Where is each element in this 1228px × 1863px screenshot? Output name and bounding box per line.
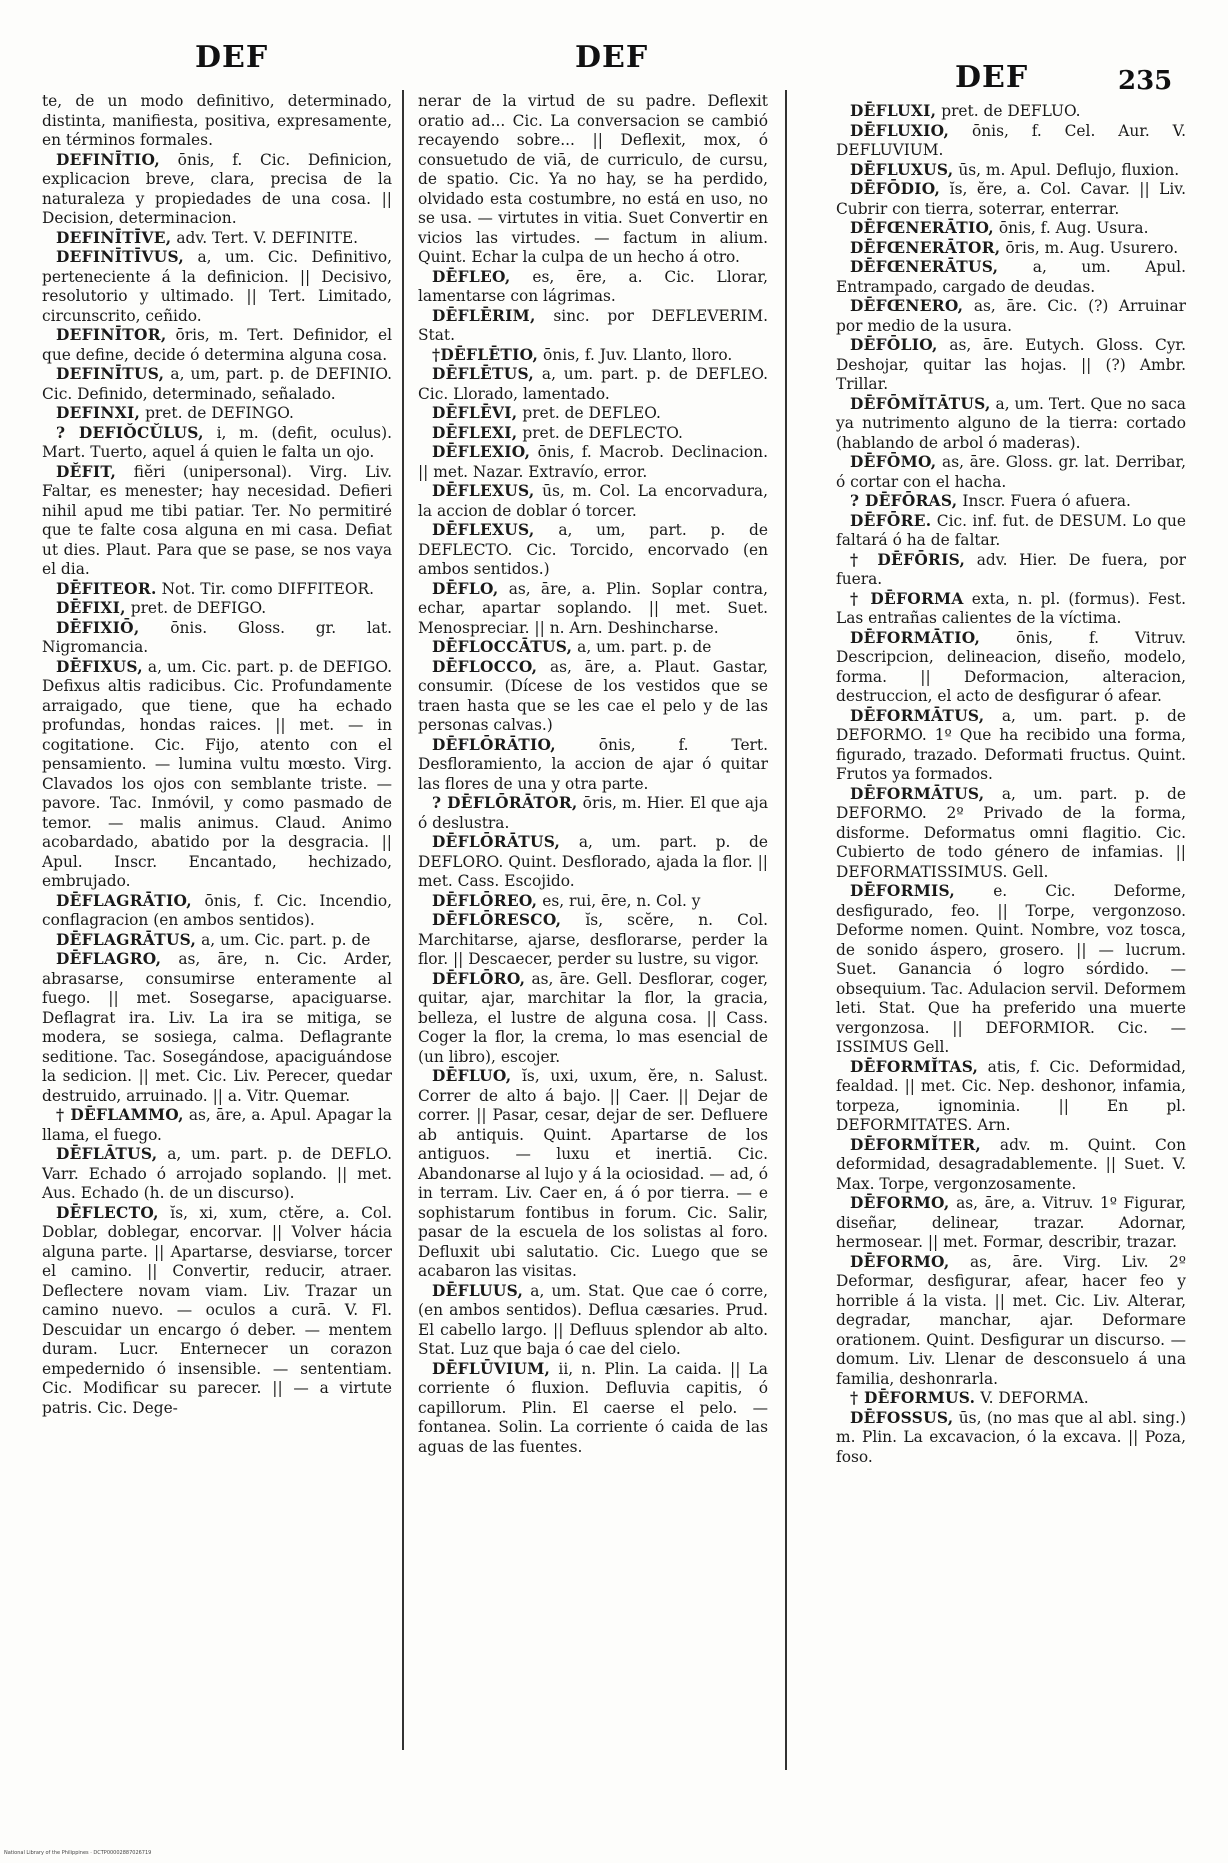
entry-definition: ĭs, xi, xum, ctĕre, a. Col. Doblar, doblegar, encorvar. || Volver hácia alguna parte. || Apartarse, desviarse, torcer el camino. || Convertir, reducir, atraer. Deflectere novam viam. Liv. Trazar un camino nuevo. — oculos a curā. V. Fl. Descuidar un encargo ó deber. — mentem duram. Lucr. Enternecer un corazon empedernido ó insensible. — sententiam. Cic. Modificar su parecer. || — a virtute patris. Cic. Dege- [42, 1203, 392, 1417]
dictionary-entry [836, 1253, 1186, 1390]
running-header-left: DEF [195, 40, 269, 75]
entry-definition: es, rui, ēre, n. Col. y [542, 891, 701, 910]
entry-headword: DEFINXI, [56, 404, 141, 422]
dictionary-entry [418, 346, 768, 366]
entry-definition: adv. Hier. De fuera, por fuera. [836, 550, 1186, 588]
entry-headword: DĒFLEO, [432, 267, 511, 286]
entry-headword: DĒFŌRE. [850, 511, 932, 530]
entry-definition: ōnis, f. Cel. Aur. V. DEFLUVIUM. [836, 121, 1186, 159]
entry-definition: ōnis, f. Juv. Llanto, lloro. [543, 345, 733, 364]
dictionary-entry [836, 395, 1186, 454]
dictionary-entry [836, 707, 1186, 785]
dictionary-entry [836, 1136, 1186, 1195]
dictionary-entry [418, 1067, 768, 1282]
dictionary-entry [836, 590, 1186, 629]
entry-definition: a, um. Cic. part. p. de [201, 930, 371, 949]
entry-definition: a, um, part. p. de DEFLECTO. Cic. Torcido, encorvado (en ambos sentidos.) [418, 521, 768, 578]
column-2 [418, 92, 768, 1457]
column-3 [836, 102, 1186, 1467]
entry-definition: pret. de DEFIGO. [130, 599, 267, 617]
entry-definition: as, āre. Eutych. Gloss. Cyr. Deshojar, quitar las hojas. || (?) Ambr. Trillar. [836, 336, 1186, 393]
entry-definition: fiĕri (unipersonal). Virg. Liv. Faltar, es menester; hay necesidad. Defieri nihil apud me tibi patiar. Ter. No permitiré que te falte cosa alguna en mi casa. Defiat ut dies. Plaut. Para que se pase, se nos vaya el dia. [42, 462, 392, 578]
entry-definition: a, um. part. p. de DEFLEO. Cic. Llorado, lamentado. [418, 365, 768, 403]
dictionary-entry [836, 336, 1186, 395]
column-divider [402, 90, 404, 1750]
entry-headword: DĒFLĒVI, [432, 404, 518, 422]
entry-headword: DĒFORMĀTUS, [850, 784, 985, 803]
entry-definition: ōris, m. Aug. Usurero. [1005, 238, 1179, 257]
entry-definition: ĭs, uxi, uxum, ĕre, n. Salust. Correr de alto á bajo. || Caer. || Dejar de correr. || Pasar, cesar, dejar de ser. Defluere ab antiquis. Quint. Apartarse de los antiguos. — luxu et inertiā. Cic. Abandonarse al lujo y á la ociosidad. — ad, ó in terram. Liv. Caer en, á ó por tierra. — e sophistarum fontibus in forum. Cic. Salir, pasar de la escuela de los solistas al foro. Defluxit ubi salutatio. Cic. Luego que se acabaron las visitas. [418, 1067, 768, 1280]
dictionary-entry [418, 521, 768, 580]
dictionary-entry [42, 229, 392, 249]
entry-headword: DEFINĪTUS, [56, 365, 165, 383]
entry-definition: pret. de DEFLUO. [941, 102, 1081, 120]
entry-definition: ōris, m. Hier. El que aja ó deslustra. [418, 794, 768, 832]
dictionary-entry [418, 911, 768, 970]
entry-definition: a, um. part. p. de DEFLORO. Quint. Desflorado, ajada la flor. || met. Cass. Escojido. [418, 833, 768, 890]
entry-headword: DĒFLEXIO, [432, 443, 531, 461]
entry-headword: DĒFŌLIO, [850, 336, 938, 354]
dictionary-entry [42, 1204, 392, 1419]
dictionary-entry [836, 258, 1186, 297]
entry-definition: ōnis, f. Vitruv. Descripcion, delineacion, diseño, modelo, forma. || Deformacion, alteracion, destruccion, el acto de desfigurar ó afear. [836, 628, 1186, 705]
entry-definition: as, āre, n. Cic. Arder, abrasarse, consumirse enteramente al fuego. || met. Sosegarse, apaciguarse. Deflagrat ira. Liv. La ira se mitiga, se modera, se sosiega, calma. Deflagrante seditione. Tac. Sosegándose, apaciguándose la sedicion. || met. Cic. Liv. Perecer, quedar destruido, arruinado. || a. Vitr. Quemar. [42, 950, 392, 1105]
entry-headword: DĒFLŪVIUM, [432, 1359, 551, 1378]
entry-headword: DĒFLŌRESCO, [432, 911, 562, 929]
entry-definition: ōris, m. Tert. Definidor, el que define, decide ó determina alguna cosa. [42, 326, 392, 364]
dictionary-entry [836, 512, 1186, 551]
entry-definition: Inscr. Fuera ó afuera. [962, 492, 1131, 510]
dictionary-entry [418, 1282, 768, 1360]
entry-headword: DĒFLUUS, [432, 1281, 524, 1300]
dictionary-entry [836, 1409, 1186, 1468]
entry-definition: pret. de DEFINGO. [145, 404, 294, 422]
entry-headword: DĒFLŌRĀTUS, [432, 833, 561, 851]
dictionary-entry [42, 365, 392, 404]
dictionary-entry [418, 482, 768, 521]
entry-definition: ūs, m. Apul. Deflujo, fluxion. [958, 160, 1180, 179]
dictionary-entry [42, 424, 392, 463]
entry-headword: DĒFLO, [432, 579, 499, 598]
entry-headword: † DĒFŌRIS, [850, 550, 966, 569]
entry-headword: DĒFLECTO, [56, 1203, 159, 1222]
entry-headword: DĒFŌMĬTĀTUS, [850, 394, 991, 413]
dictionary-entry [418, 92, 768, 268]
entry-definition: a, um. Cic. part. p. de DEFIGO. Defixus altis radicibus. Cic. Profundamente arraigado, que tiene, que ha echado profundas, hondas raices. || met. — in cogitatione. Cic. Fijo, atento con el pensamiento. — lumina vultu mœsto. Virg. Clavados los ojos con semblante triste. — pavore. Tac. Inmóvil, y como pasmado de temor. — malis animus. Claud. Animo acobardado, abatido por la desgracia. || Apul. Inscr. Encantado, hechizado, embrujado. [42, 657, 392, 890]
dictionary-entry [418, 443, 768, 482]
dictionary-entry [42, 892, 392, 931]
entry-headword: DĒFORMĬTER, [850, 1135, 982, 1154]
dictionary-entry [836, 785, 1186, 883]
dictionary-entry [418, 307, 768, 346]
entry-definition: pret. de DEFLECTO. [522, 423, 683, 442]
entry-headword: DĔFIT, [56, 462, 117, 481]
entry-definition: as, āre, a. Plin. Soplar contra, echar, apartar soplando. || met. Suet. Menospreciar. || n. Arn. Deshincharse. [418, 579, 768, 637]
dictionary-entry [836, 453, 1186, 492]
entry-headword: DĒFŒNERĀTUS, [850, 258, 999, 276]
entry-headword: DĒFORMO, [850, 1194, 950, 1212]
entry-definition: ĭs, scĕre, n. Col. Marchitarse, ajarse, desflorarse, perder la flor. || Descaecer, perder su lustre, su vigor. [418, 911, 768, 968]
entry-headword: DĒFLŌREO, [432, 891, 538, 910]
dictionary-entry [418, 404, 768, 424]
entry-headword: DĒFLAGRO, [56, 950, 162, 968]
entry-definition: Not. Tir. como DIFFITEOR. [161, 579, 374, 598]
entry-definition: a, um. part. p. de DEFORMO. 2º Privado de la forma, disforme. Deformatus omni flagitio. Cic. Cubierto de todo género de infamias. || DEFORMATISSIMUS. Gell. [836, 784, 1186, 881]
entry-definition: as, āre, a. Apul. Apagar la llama, el fuego. [42, 1106, 392, 1144]
entry-definition: Cic. inf. fut. de DESUM. Lo que faltará ó ha de faltar. [836, 511, 1186, 549]
entry-headword: DĒFORMĀTUS, [850, 706, 985, 725]
entry-headword: DĒFLĀTUS, [56, 1145, 158, 1163]
dictionary-entry [42, 931, 392, 951]
dictionary-entry [418, 794, 768, 833]
dictionary-entry [418, 638, 768, 658]
entry-headword: DĒFŒNERO, [850, 297, 964, 315]
column-1 [42, 92, 392, 1418]
entry-definition: es, ēre, a. Cic. Llorar, lamentarse con lágrimas. [418, 267, 768, 305]
entry-definition: a, um. part. p. de DEFLO. Varr. Echado ó arrojado soplando. || met. Aus. Echado (h. de un discurso). [42, 1145, 392, 1202]
entry-definition: pret. de DEFLEO. [522, 404, 661, 422]
entry-headword: DĒFIXI, [56, 599, 126, 617]
dictionary-entry [836, 239, 1186, 259]
entry-headword: DĒFIXIŌ, [56, 618, 140, 637]
dictionary-entry [418, 1360, 768, 1458]
entry-definition: a, um. Apul. Entrampado, cargado de deudas. [836, 258, 1186, 296]
entry-headword: DĒFŒNERĀTOR, [850, 238, 1001, 257]
entry-headword: DĒFORMO, [850, 1252, 950, 1271]
dictionary-entry [42, 619, 392, 658]
dictionary-entry [836, 102, 1186, 122]
dictionary-entry [418, 892, 768, 912]
entry-headword: ? DEFIŎCŬLUS, [56, 423, 204, 442]
dictionary-entry [42, 950, 392, 1106]
entry-definition: atis, f. Cic. Deformidad, fealdad. || met. Cic. Nep. deshonor, infamia, torpeza, ignominia. || En pl. DEFORMITATES. Arn. [836, 1057, 1186, 1134]
entry-headword: DĒFITEOR. [56, 579, 157, 598]
dictionary-entry [418, 833, 768, 892]
entry-headword: DEFINĪTĪVUS, [56, 248, 185, 266]
dictionary-entry [418, 580, 768, 639]
dictionary-entry [836, 219, 1186, 239]
dictionary-entry [418, 970, 768, 1068]
entry-headword: † DĒFLAMMO, [56, 1106, 184, 1124]
dictionary-entry [42, 1145, 392, 1204]
entry-definition: a, um. Cic. Definitivo, perteneciente á la definicion. || Decisivo, resolutorio y ultimado. || Tert. Limitado, circunscrito, ceñido. [42, 248, 392, 325]
entry-headword: † DĒFORMA [850, 589, 964, 608]
dictionary-entry [418, 736, 768, 795]
entry-headword: DĒFORMĀTIO, [850, 628, 981, 647]
dictionary-entry [836, 297, 1186, 336]
entry-headword: DĒFOSSUS, [850, 1408, 954, 1427]
entry-headword: DĒFLĒTUS, [432, 365, 535, 383]
dictionary-entry [836, 1194, 1186, 1253]
entry-definition: V. DEFORMA. [980, 1389, 1089, 1407]
entry-headword: DĒFLŌRĀTIO, [432, 735, 556, 754]
dictionary-entry [42, 658, 392, 892]
entry-definition: ōnis, f. Cic. Incendio, conflagracion (en ambos sentidos). [42, 891, 392, 929]
entry-headword: DĒFŌMO, [850, 453, 937, 471]
dictionary-entry [418, 658, 768, 736]
dictionary-entry [836, 1058, 1186, 1136]
entry-headword: DĒFORMIS, [850, 882, 956, 900]
entry-definition: e. Cic. Deforme, desfigurado, feo. || Torpe, vergonzoso. Deforme nomen. Quint. Nombre, voz tosca, de sonido áspero, grosero. || — lucrum. Suet. Ganancia ó logro sórdido. — obsequium. Tac. Adulacion servil. Deformem leti. Stat. Que ha preferido una muerte vergonzosa. || DEFORMIOR. Cic. — ISSIMUS Gell. [836, 882, 1186, 1056]
running-header-right: DEF [955, 60, 1029, 95]
entry-headword: DĒFLUXUS, [850, 160, 954, 179]
entry-definition: as, āre, a. Plaut. Gastar, consumir. (Dícese de los vestidos que se traen hasta que se les cae el pelo y de las personas calvas.) [418, 657, 768, 734]
entry-headword: DĒFLOCCO, [432, 657, 538, 676]
entry-definition: ōnis. Gloss. gr. lat. Nigromancia. [42, 618, 392, 656]
entry-definition: ōnis, f. Macrob. Declinacion. || met. Nazar. Extravío, error. [418, 443, 768, 481]
entry-headword: DĒFLAGRĀTIO, [56, 891, 192, 910]
entry-headword: DĒFŒNERĀTIO, [850, 219, 994, 237]
entry-definition: a, um. Stat. Que cae ó corre, (en ambos sentidos). Deflua cæsaries. Prud. El cabello largo. || Defluus splendor ab alto. Stat. Luz que baja ó cae del cielo. [418, 1281, 768, 1358]
entry-headword: DĒFŌDIO, [850, 180, 941, 198]
dictionary-entry [42, 248, 392, 326]
dictionary-entry [42, 151, 392, 229]
entry-definition: i, m. (defit, oculus). Mart. Tuerto, aquel á quien le falta un ojo. [42, 423, 392, 461]
dictionary-entry [836, 492, 1186, 512]
dictionary-entry [42, 599, 392, 619]
entry-definition: adv. m. Quint. Con deformidad, desagradablemente. || Suet. V. Max. Torpe, vergonzosamente. [836, 1135, 1186, 1193]
entry-definition: as, āre, a. Vitruv. 1º Figurar, diseñar, delinear, trazar. Adornar, hermosear. || met. Formar, describir, trazar. [836, 1194, 1186, 1251]
column-divider [785, 90, 787, 1770]
entry-headword: DEFINĪTIO, [56, 150, 160, 169]
entry-definition: as, āre. Gell. Desflorar, coger, quitar, ajar, marchitar la flor, la gracia, belleza, el lustre de alguna cosa. || Cass. Coger la flor, la crema, lo mas esencial de (un libro), escojer. [418, 969, 768, 1066]
dictionary-entry [418, 365, 768, 404]
dictionary-entry [836, 551, 1186, 590]
entry-definition: ōnis, f. Tert. Desfloramiento, la accion de ajar ó quitar las flores de una y otra parte. [418, 735, 768, 793]
entry-definition: sinc. por DEFLEVERIM. Stat. [418, 306, 768, 344]
entry-definition: as, āre. Virg. Liv. 2º Deformar, desfigurar, afear, hacer feo y horrible á la vista. || met. Cic. Liv. Alterar, degradar, manchar, ajar. Deformare orationem. Quint. Desfigurar un discurso. — domum. Liv. Llenar de desconsuelo á una familia, deshonrarla. [836, 1252, 1186, 1388]
dictionary-entry [42, 92, 392, 151]
dictionary-entry [42, 1106, 392, 1145]
dictionary-entry [836, 180, 1186, 219]
entry-headword: DĒFIXUS, [56, 657, 143, 676]
entry-headword: DEFINĪTĪVE, [56, 228, 172, 247]
entry-headword: DĒFORMĬTAS, [850, 1057, 979, 1076]
entry-headword: ? DĒFŌRAS, [850, 492, 958, 510]
dictionary-entry [836, 122, 1186, 161]
entry-headword: DĒFLĒRIM, [432, 306, 536, 325]
entry-definition: te, de un modo definitivo, determinado, distinta, manifiesta, positiva, expresamente, en términos formales. [42, 92, 392, 149]
entry-headword: DĒFLOCCĀTUS, [432, 638, 573, 656]
entry-definition: ōnis, f. Aug. Usura. [998, 219, 1149, 237]
entry-definition: ūs, m. Col. La encorvadura, la accion de doblar ó torcer. [418, 482, 768, 520]
entry-headword: DĒFLŌRO, [432, 969, 526, 988]
dictionary-entry [42, 326, 392, 365]
entry-headword: DĒFLUXIO, [850, 121, 950, 140]
entry-definition: exta, n. pl. (formus). Fest. Las entrañas calientes de la víctima. [836, 589, 1186, 627]
entry-definition: adv. Tert. V. DEFINITE. [176, 228, 359, 247]
dictionary-entry [418, 424, 768, 444]
entry-definition: a, um. part. p. de DEFORMO. 1º Que ha recibido una forma, figurado, trazado. Deformati fructus. Quint. Frutos ya formados. [836, 706, 1186, 783]
dictionary-entry [42, 580, 392, 600]
entry-headword: ? DĒFLŌRĀTOR, [432, 794, 578, 812]
entry-definition: as, āre. Cic. (?) Arruinar por medio de la usura. [836, 297, 1186, 335]
entry-definition: a, um. Tert. Que no saca ya nutrimento alguno de la tierra: cortado (hablando de arbol ó maderas). [836, 394, 1186, 452]
dictionary-entry [836, 882, 1186, 1058]
dictionary-entry [836, 1389, 1186, 1409]
entry-headword: DEFINĪTOR, [56, 326, 167, 344]
entry-headword: DĒFLEXI, [432, 423, 518, 442]
entry-headword: †DĒFLĒTIO, [432, 345, 539, 364]
entry-headword: DĒFLUXI, [850, 102, 937, 120]
entry-definition: a, um, part. p. de DEFINIO. Cic. Definido, determinado, señalado. [42, 365, 392, 403]
running-header-center: DEF [575, 40, 649, 75]
entry-headword: † DĒFORMUS. [850, 1389, 976, 1407]
entry-definition: as, āre. Gloss. gr. lat. Derribar, ó cortar con el hacha. [836, 453, 1186, 491]
dictionary-entry [42, 404, 392, 424]
dictionary-entry [836, 161, 1186, 181]
entry-headword: DĒFLAGRĀTUS, [56, 930, 197, 949]
scan-footer: National Library of the Philippines · DCTP00002887026719 [4, 1850, 152, 1856]
dictionary-entry [418, 268, 768, 307]
page-number: 235 [1118, 66, 1173, 96]
entry-definition: nerar de la virtud de su padre. Deflexit oratio ad... Cic. La conversacion se cambió recayendo sobre... || Deflexit, mox, ó consuetudo de viā, de curriculo, de cursu, de spatio. Cic. Ya no hay, se ha perdido, olvidado esta costumbre, no está en uso, no se usa. — virtutes in vitia. Suet Convertir en vicios las virtudes. — factum in alium. Quint. Echar la culpa de un hecho á otro. [418, 92, 768, 266]
entry-headword: DĒFLEXUS, [432, 482, 535, 500]
dictionary-entry [42, 463, 392, 580]
entry-definition: a, um. part. p. de [577, 638, 712, 656]
entry-headword: DĒFLUO, [432, 1067, 512, 1085]
entry-definition: ii, n. Plin. La caida. || La corriente ó fluxion. Defluvia capitis, ó capillorum. Plin. El caerse el pelo. — fontanea. Solin. La corriente ó caida de las aguas de las fuentes. [418, 1359, 768, 1456]
entry-headword: DĒFLEXUS, [432, 521, 535, 539]
entry-definition: ōnis, f. Cic. Definicion, explicacion breve, clara, precisa de la naturaleza y propiedades de una cosa. || Decision, determinacion. [42, 150, 392, 227]
dictionary-entry [836, 629, 1186, 707]
entry-definition: ūs, (no mas que al abl. sing.) m. Plin. La excavacion, ó la excava. || Poza, foso. [836, 1408, 1186, 1466]
entry-definition: ĭs, ĕre, a. Col. Cavar. || Liv. Cubrir con tierra, soterrar, enterrar. [836, 180, 1186, 218]
